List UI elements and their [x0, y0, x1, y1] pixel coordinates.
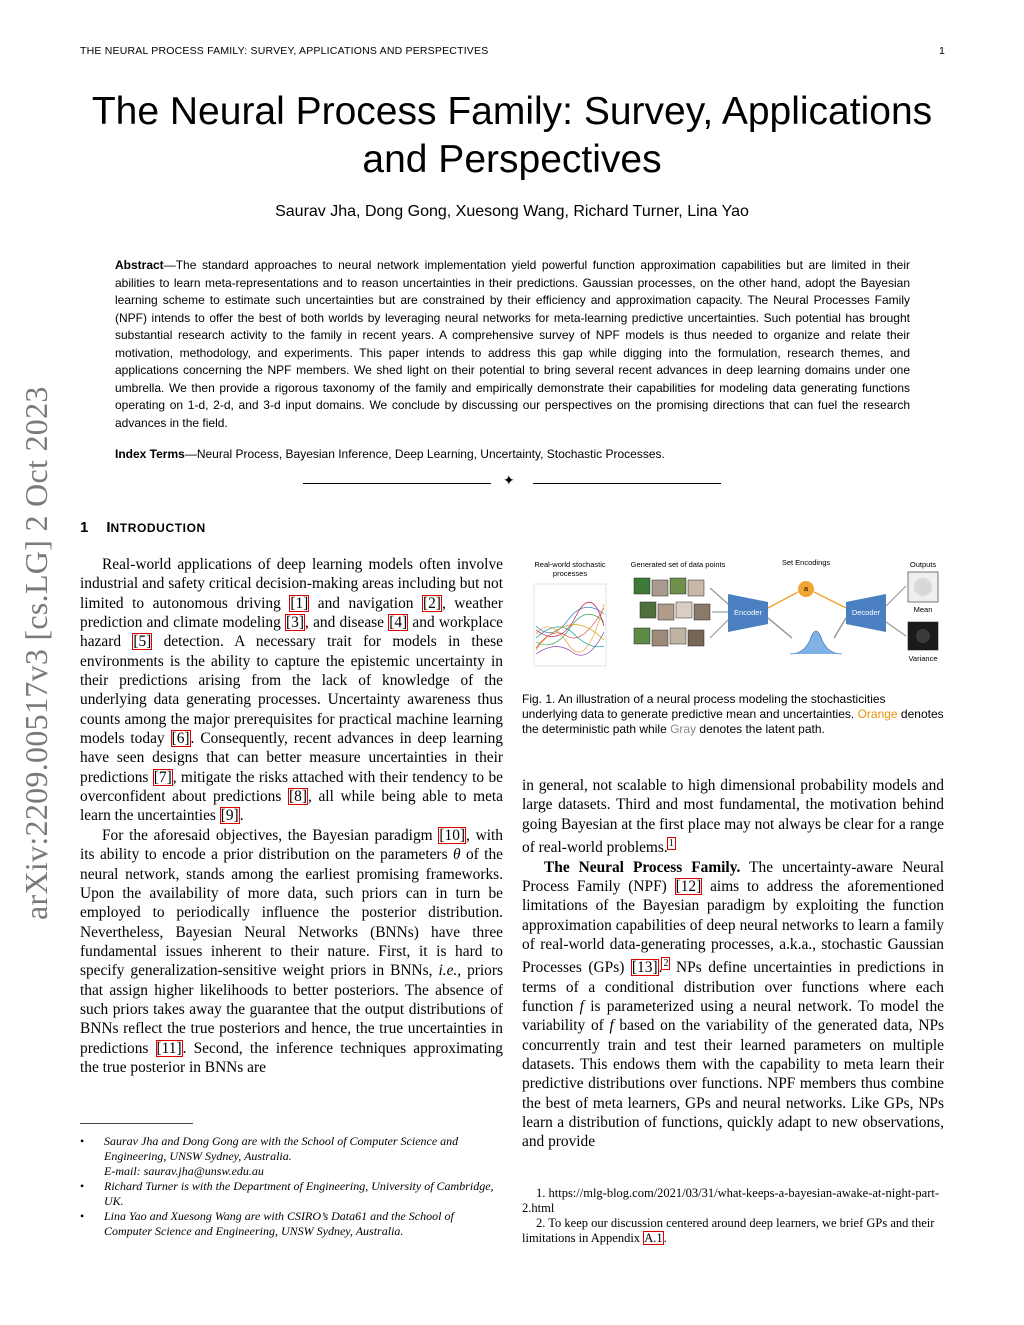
- section-first-letter: I: [106, 519, 111, 536]
- label-variance: Variance: [908, 654, 938, 663]
- title-line-1: The Neural Process Family: Survey, Applications: [91, 90, 933, 133]
- footnote-rule-left: [80, 1123, 193, 1124]
- citation-12[interactable]: [12]: [675, 877, 702, 895]
- affiliation-item: • Lina Yao and Xuesong Wang are with CSIRO’s Data61 and the School of Computer Science and Engineering, UNSW Sydney, Australia.: [80, 1209, 454, 1238]
- paper-title: [60, 88, 964, 184]
- affiliation-item: • Saurav Jha and Dong Gong are with the School of Computer Science and Engineering, UNSW Sydney, Australia. E-mail: saurav.jha@unsw.edu.au: [80, 1134, 459, 1178]
- latent-gaussian: [790, 631, 842, 654]
- arrows-to-encoder: [710, 588, 728, 638]
- footnote-ref-1[interactable]: 1: [668, 838, 674, 850]
- deterministic-path: [768, 592, 798, 608]
- caption-orange-word: Orange: [857, 707, 898, 721]
- footnote-1: 1. https://mlg-blog.com/2021/03/31/what-keeps-a-bayesian-awake-at-night-part-2.html: [522, 1186, 940, 1215]
- citation-4[interactable]: [4]: [389, 614, 408, 632]
- citation-2[interactable]: [2]: [422, 594, 441, 612]
- arxiv-stamp: arXiv:2209.00517v3 [cs.LG] 2 Oct 2023: [18, 386, 54, 920]
- citation-8[interactable]: [8]: [289, 788, 307, 806]
- abstract-label: Abstract: [115, 258, 164, 272]
- figure-1: [522, 556, 944, 668]
- index-terms-text: —Neural Process, Bayesian Inference, Deep Learning, Uncertainty, Stochastic Processes.: [184, 447, 665, 461]
- citation-7[interactable]: [7]: [153, 768, 172, 786]
- citation-1[interactable]: [1]: [290, 594, 309, 612]
- page-number: 1: [938, 45, 945, 57]
- latent-path: [768, 618, 792, 638]
- caption-gray-word: Gray: [670, 722, 697, 736]
- generated-data-thumbnails: [634, 578, 710, 646]
- paragraph-continued: in general, not scalable to high dimensional probability models and large datasets. Third and most fundamental, the motivation behind going Bayesian at the first place may not always be clear for a range of real-world problems.$^1$: [522, 777, 944, 857]
- citation-6[interactable]: [6]: [171, 730, 190, 748]
- paragraph-npf: The Neural Process Family. The uncertainty-aware Neural Process Family (NPF) [12] aims to address the aforementioned limitations of the Bayesian paradigm by exploiting the function approximation capabilities of deep neural networks to learn a family of real-world data-generating processes, a.k.a., stochastic Gaussian Processes (GPs) [13].$^2$ NPs define uncertainties in predictions in terms of a conditional distribution over functions where each function f is parameterized using a neural network. To model the variability of f based on the variability of the generated data, NPs concurrently train and test their learned parameters on multiple datasets. This endows them with the capability to meta learn their predictive distributions over functions. NPF members thus combine the best of meta learners, GPs and neural networks. Like GPs, NPs learn a distribution of functions, quickly adapt to new observations, and provide: [522, 858, 945, 1151]
- paragraph-intro-1: Real-world applications of deep learning models often involve industrial and safety critical decision-making areas including but not limited to autonomous driving [1] and navigation [2], weather prediction and climate modeling [3], and disease [4] and workplace hazard [5] detection. A necessary trait for models in these environments is the ability to capture the epistemic uncertainty in their predictions arising from the lack of knowledge of the underlying data generating processes. Uncertainty awareness thus counts among the major prerequisites for practical machine learning models today [6]. Consequently, recent advances in deep learning have seen designs that can better measure uncertainties in their predictions [7], mitigate the risks attached with their tendency to be overconfident about predictions [8], all while being able to meta learn the uncertainties [9].: [80, 556, 504, 825]
- left-column: [80, 555, 503, 1077]
- label-a: a: [803, 584, 809, 593]
- running-head: [80, 45, 945, 57]
- footnote-ref-2[interactable]: 2: [663, 958, 669, 970]
- running-head-title: THE NEURAL PROCESS FAMILY: SURVEY, APPLICATIONS AND PERSPECTIVES: [80, 45, 489, 57]
- citation-11[interactable]: [11]: [156, 1039, 182, 1057]
- citation-3[interactable]: [3]: [286, 614, 304, 632]
- section-heading: [80, 519, 206, 536]
- separator-rule-left: [303, 483, 491, 484]
- npf-paragraph-heading: The Neural Process Family.: [544, 858, 741, 876]
- citation-13[interactable]: [13]: [631, 959, 658, 977]
- figure-1-caption: Fig. 1. An illustration of a neural process modeling the stochasticities underlying data to generate predictive mean and uncertainties. Orange denotes the deterministic path while Gray denotes the latent path.: [522, 692, 944, 736]
- affiliation-item: • Richard Turner is with the Department of Engineering, University of Cambridge, UK.: [80, 1179, 494, 1208]
- separator-rule-right: [533, 483, 721, 484]
- label-stochastic: Real-world stochastic processes: [534, 560, 606, 578]
- abstract: [115, 257, 910, 432]
- section-title-rest: NTRODUCTION: [110, 521, 206, 535]
- authors: Saurav Jha, Dong Gong, Xuesong Wang, Richard Turner, Lina Yao: [275, 203, 749, 220]
- appendix-link[interactable]: A.1: [644, 1231, 663, 1245]
- label-mean: Mean: [913, 605, 933, 614]
- citation-9[interactable]: [9]: [220, 807, 239, 825]
- separator-ornament-icon: ✦: [503, 472, 515, 488]
- section-number: 1: [80, 519, 89, 536]
- title-line-2: and Perspectives: [362, 138, 662, 181]
- right-column: [522, 776, 944, 1152]
- label-generated: Generated set of data points: [630, 560, 726, 569]
- label-encoder: Encoder: [734, 608, 762, 617]
- label-set-encodings: Set Encodings: [781, 558, 831, 567]
- citation-10[interactable]: [10]: [439, 826, 466, 844]
- label-outputs: Outputs: [909, 560, 937, 569]
- index-terms-label: Index Terms: [115, 447, 185, 461]
- author-affiliations: [80, 1134, 503, 1239]
- footnote-2: 2. To keep our discussion centered around deep learners, we brief GPs and their limitations in Appendix A.1.: [522, 1216, 935, 1245]
- abstract-text: —The standard approaches to neural network implementation yield powerful function approximation capabilities but are limited in their abilities to learn meta-representations and to reason uncertainties in their predictions. Gaussian processes, on the other hand, adopt the Bayesian learning scheme to estimate such uncertainties but are constrained by their efficiency and approximation capacity. The Neural Processes Family (NPF) intends to offer the best of both worlds by leveraging neural networks for meta-learning predictive uncertainties. Such potential has brought substantial research activity to the family in recent years. A comprehensive survey of NPF models is thus needed to organize and relate their motivation, methodology, and experiments. This paper intends to address this gap while digging into the formulation, research themes, and applications concerning the NPF members. We shed light on their potential to bring several recent advances in deep learning domains under one umbrella. We then provide a rigorous taxonomy of the family and empirically demonstrate their capabilities for modeling data generating functions operating on 1-d, 2-d, and 3-d input domains. We conclude by discussing our perspectives on the promising directions that can fuel the research advances in the field.: [115, 258, 910, 430]
- page-footnotes: [522, 1186, 944, 1246]
- label-decoder: Decoder: [851, 608, 881, 617]
- paragraph-intro-2: For the aforesaid objectives, the Bayesian paradigm [10], with its ability to encode a prior distribution on the parameters θ of the neural network, stands among the earliest promising frameworks. Upon the availability of more data, such priors can in turn be employed to periodically influence the posterior distribution. Nevertheless, Bayesian Neural Networks (BNNs) have three fundamental issues inherent to their nature. First, it is hard to specify generalization-sensitive weight priors in BNNs, i.e., priors that assign higher likelihoods to better posteriors. The absence of such priors takes away the guarantee that the output distributions of BNNs reflect the true posteriors and hence, the true uncertainties in predictions [11]. Second, the inference techniques approximating the true posterior in BNNs are: [80, 826, 503, 1076]
- citation-5[interactable]: [5]: [133, 633, 152, 651]
- index-terms: [115, 447, 910, 461]
